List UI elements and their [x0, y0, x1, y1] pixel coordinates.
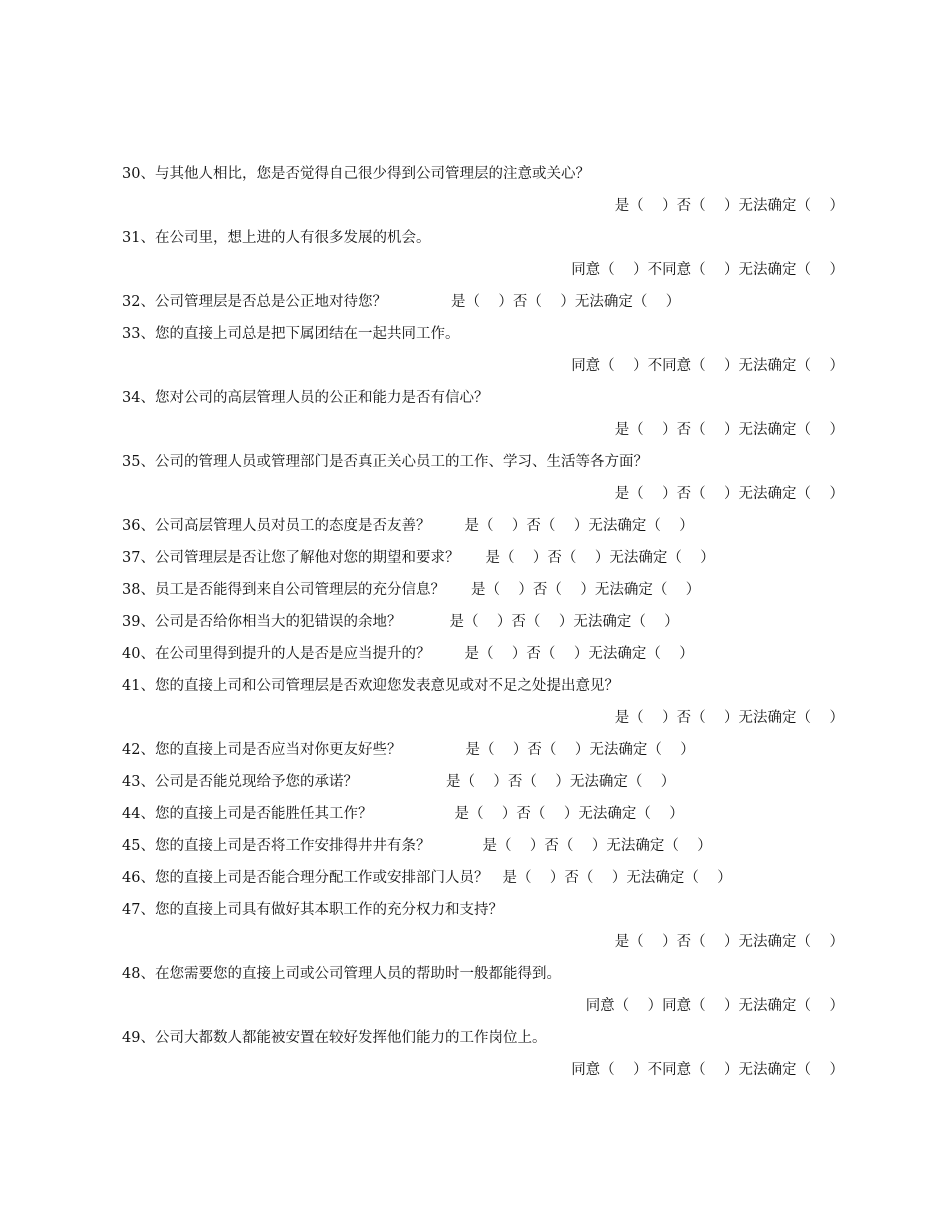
- question-number: 34、: [122, 390, 155, 406]
- answer-options[interactable]: 同意（ ）不同意（ ）无法确定（ ）: [571, 358, 844, 374]
- question-line: [122, 798, 844, 830]
- answer-options-line: [122, 478, 844, 510]
- questionnaire-content: [122, 158, 844, 1086]
- question-text: 公司是否给你相当大的犯错误的余地？: [154, 614, 402, 630]
- question-number: 44、: [122, 806, 155, 822]
- question-text: 在您需要您的直接上司或公司管理人员的帮助时一般都能得到。: [154, 966, 561, 982]
- question-line: [122, 286, 844, 318]
- question-line: [122, 766, 844, 798]
- answer-options-line: [122, 350, 844, 382]
- question-line: [122, 222, 844, 254]
- question-number: 32、: [122, 294, 155, 310]
- question-number: 42、: [122, 742, 155, 758]
- question-number: 45、: [122, 838, 155, 854]
- answer-options[interactable]: 是（ ）否（ ）无法确定（ ）: [454, 806, 684, 822]
- question-line: [122, 318, 844, 350]
- question-text: 公司的管理人员或管理部门是否真正关心员工的工作、学习、生活等各方面？: [154, 454, 648, 470]
- question-line: [122, 446, 844, 478]
- question-line: [122, 830, 844, 862]
- question-text: 您的直接上司是否能合理分配工作或安排部门人员？: [154, 870, 489, 886]
- question-number: 43、: [122, 774, 155, 790]
- question-line: [122, 606, 844, 638]
- answer-options-line: [122, 990, 844, 1022]
- question-text: 您的直接上司总是把下属团结在一起共同工作。: [154, 326, 460, 342]
- question-text: 公司是否能兑现给予您的承诺？: [154, 774, 358, 790]
- answer-options[interactable]: 是（ ）否（ ）无法确定（ ）: [614, 934, 844, 950]
- question-line: [122, 894, 844, 926]
- answer-options[interactable]: 是（ ）否（ ）无法确定（ ）: [464, 646, 694, 662]
- question-text: 您的直接上司具有做好其本职工作的充分权力和支持？: [154, 902, 503, 918]
- answer-options[interactable]: 是（ ）否（ ）无法确定（ ）: [614, 486, 844, 502]
- answer-options[interactable]: 是（ ）否（ ）无法确定（ ）: [502, 870, 732, 886]
- answer-options-line: [122, 254, 844, 286]
- answer-options[interactable]: 是（ ）否（ ）无法确定（ ）: [482, 838, 712, 854]
- question-line: [122, 958, 844, 990]
- question-text: 您的直接上司是否应当对你更友好些？: [154, 742, 402, 758]
- answer-options[interactable]: 是（ ）否（ ）无法确定（ ）: [445, 774, 676, 790]
- answer-options[interactable]: 是（ ）否（ ）无法确定（ ）: [465, 742, 695, 758]
- question-text: 您的直接上司和公司管理层是否欢迎您发表意见或对不足之处提出意见？: [154, 678, 619, 694]
- question-number: 41、: [122, 678, 155, 694]
- question-line: [122, 638, 844, 670]
- question-number: 47、: [122, 902, 155, 918]
- answer-options-line: [122, 1054, 844, 1086]
- question-line: [122, 734, 844, 766]
- answer-options-line: [122, 414, 844, 446]
- answer-options[interactable]: 同意（ ）不同意（ ）无法确定（ ）: [571, 1062, 844, 1078]
- question-line: [122, 670, 844, 702]
- answer-options-line: [122, 190, 844, 222]
- question-text: 您对公司的高层管理人员的公正和能力是否有信心？: [154, 390, 489, 406]
- answer-options[interactable]: 是（ ）否（ ）无法确定（ ）: [470, 582, 701, 598]
- question-text: 公司管理层是否让您了解他对您的期望和要求？: [154, 550, 460, 566]
- question-text: 您的直接上司是否将工作安排得井井有条？: [154, 838, 431, 854]
- question-text: 员工是否能得到来自公司管理层的充分信息？: [154, 582, 445, 598]
- question-text: 公司大都数人都能被安置在较好发挥他们能力的工作岗位上。: [154, 1030, 547, 1046]
- question-text: 在公司里，想上进的人有很多发展的机会。: [154, 230, 431, 246]
- question-line: [122, 510, 844, 542]
- question-line: [122, 158, 844, 190]
- question-number: 48、: [122, 966, 155, 982]
- question-number: 46、: [122, 870, 155, 886]
- question-number: 38、: [122, 582, 155, 598]
- question-number: 31、: [122, 230, 155, 246]
- answer-options[interactable]: 是（ ）否（ ）无法确定（ ）: [464, 518, 694, 534]
- question-text: 您的直接上司是否能胜任其工作？: [154, 806, 373, 822]
- answer-options[interactable]: 是（ ）否（ ）无法确定（ ）: [614, 710, 844, 726]
- answer-options[interactable]: 是（ ）否（ ）无法确定（ ）: [450, 294, 681, 310]
- answer-options[interactable]: 是（ ）否（ ）无法确定（ ）: [485, 550, 715, 566]
- question-line: [122, 862, 844, 894]
- answer-options[interactable]: 同意（ ）同意（ ）无法确定（ ）: [585, 998, 844, 1014]
- question-number: 35、: [122, 454, 155, 470]
- answer-options-line: [122, 702, 844, 734]
- question-number: 33、: [122, 326, 155, 342]
- question-number: 30、: [122, 166, 155, 182]
- question-number: 49、: [122, 1030, 155, 1046]
- question-text: 在公司里得到提升的人是否是应当提升的？: [154, 646, 431, 662]
- question-number: 40、: [122, 646, 155, 662]
- question-line: [122, 542, 844, 574]
- answer-options[interactable]: 同意（ ）不同意（ ）无法确定（ ）: [571, 262, 844, 278]
- question-line: [122, 382, 844, 414]
- answer-options-line: [122, 926, 844, 958]
- answer-options[interactable]: 是（ ）否（ ）无法确定（ ）: [614, 198, 844, 214]
- question-text: 公司管理层是否总是公正地对待您？: [154, 294, 387, 310]
- question-line: [122, 574, 844, 606]
- question-line: [122, 1022, 844, 1054]
- question-text: 与其他人相比，您是否觉得自己很少得到公司管理层的注意或关心？: [154, 166, 590, 182]
- question-number: 37、: [122, 550, 155, 566]
- question-text: 公司高层管理人员对员工的态度是否友善？: [154, 518, 431, 534]
- answer-options[interactable]: 是（ ）否（ ）无法确定（ ）: [449, 614, 679, 630]
- question-number: 36、: [122, 518, 155, 534]
- answer-options[interactable]: 是（ ）否（ ）无法确定（ ）: [614, 422, 844, 438]
- question-number: 39、: [122, 614, 155, 630]
